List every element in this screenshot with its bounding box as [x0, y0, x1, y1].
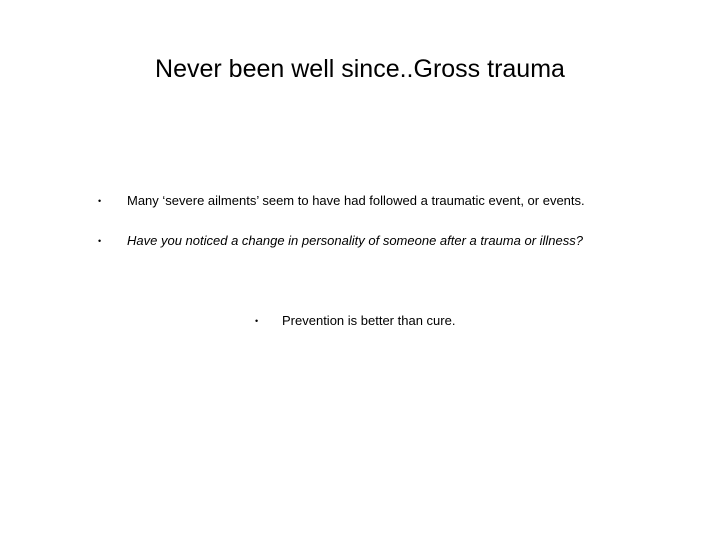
bullet-item	[98, 231, 658, 251]
sub-bullet-item	[255, 311, 555, 331]
sub-bullet-text: Prevention is better than cure.	[282, 313, 456, 328]
bullet-text: Have you noticed a change in personality of someone after a trauma or illness?	[127, 233, 583, 248]
bullet-item	[98, 191, 658, 211]
slide-title: Never been well since..Gross trauma	[155, 55, 565, 83]
bullet-marker: •	[98, 196, 102, 206]
bullet-marker: •	[98, 236, 102, 246]
bullet-marker: •	[255, 316, 259, 326]
bullet-text: Many ‘severe ailments’ seem to have had followed a traumatic event, or events.	[127, 193, 585, 208]
